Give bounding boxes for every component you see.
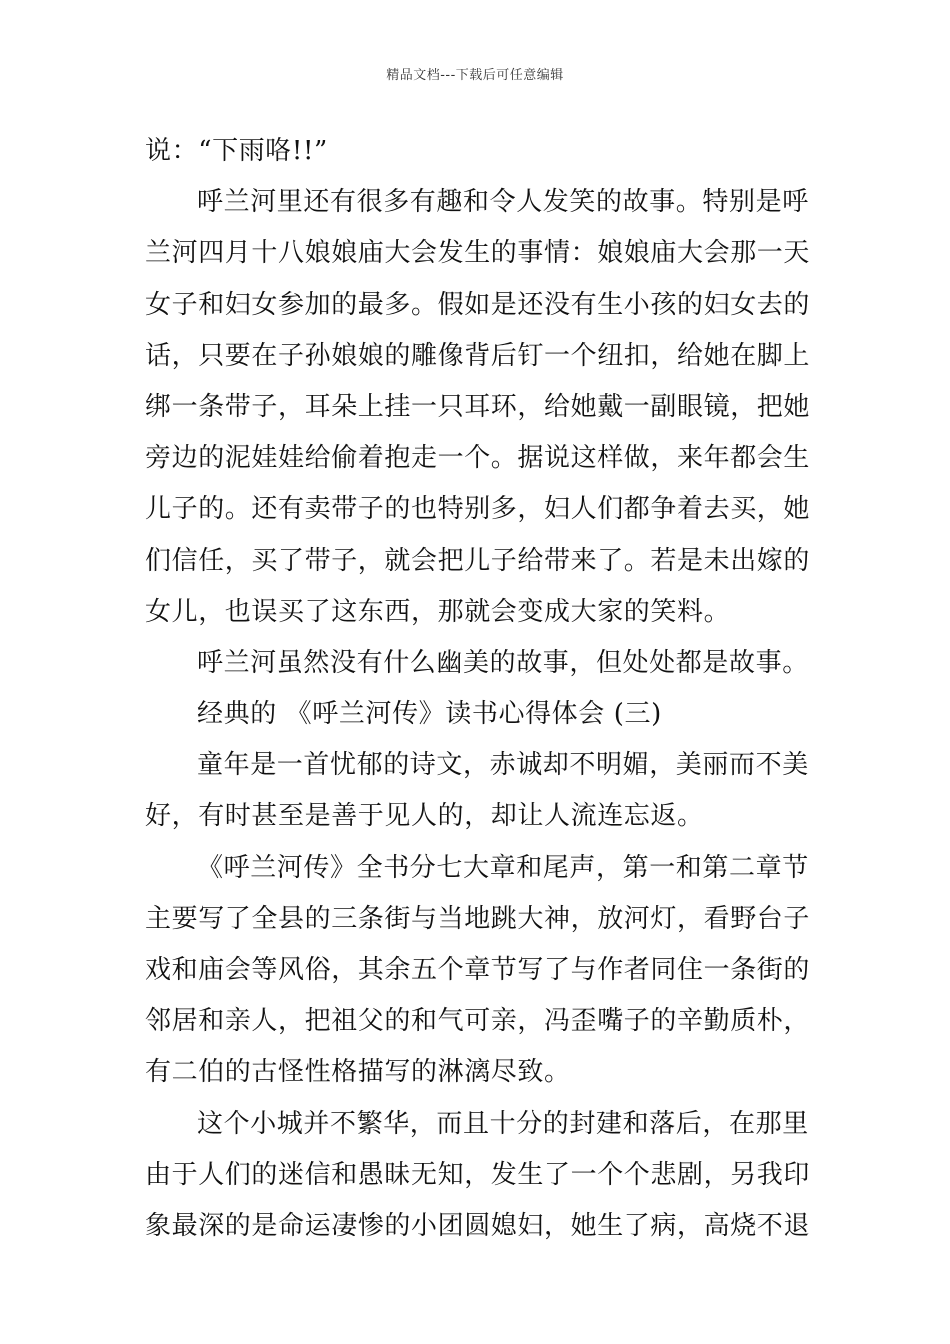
text-line: 好，有时甚至是善于见人的，却让人流连忘返。	[145, 801, 704, 832]
text-line: 戏和庙会等风俗，其余五个章节写了与作者同住一条街的	[145, 955, 811, 985]
text-line: 邻居和亲人，把祖父的和气可亲，冯歪嘴子的辛勤质朴，	[145, 1006, 811, 1037]
text-line: 童年是一首忧郁的诗文，赤诚却不明媚，美丽而不美	[197, 750, 809, 781]
text-line: 旁边的泥娃娃给偷着抱走一个。据说这样做，来年都会生	[145, 443, 811, 474]
text-line: 们信任，买了带子，就会把儿子给带来了。若是未出嫁的	[145, 545, 811, 576]
text-line: 兰河四月十八娘娘庙大会发生的事情：娘娘庙大会那一天	[145, 238, 811, 269]
page-header: 精品文档---下载后可任意编辑	[386, 68, 564, 83]
text-line: 女儿，也误买了这东西，那就会变成大家的笑料。	[145, 596, 731, 627]
text-line: 主要写了全县的三条街与当地跳大神，放河灯，看野台子	[145, 903, 811, 934]
text-line: 说：“下雨咯!!”	[145, 136, 328, 166]
document-body	[145, 126, 809, 1252]
text-line: 女子和妇女参加的最多。假如是还没有生小孩的妇女去的	[145, 289, 811, 320]
text-line: 话，只要在子孙娘娘的雕像背后钉一个纽扣，给她在脚上	[145, 340, 811, 371]
text-line: 呼兰河虽然没有什么幽美的故事，但处处都是故事。	[197, 647, 809, 678]
text-line: 绑一条带子，耳朵上挂一只耳环，给她戴一副眼镜，把她	[145, 391, 811, 422]
text-line: 儿子的。还有卖带子的也特别多，妇人们都争着去买，她	[145, 494, 811, 525]
text-line: 有二伯的古怪性格描写的淋漓尽致。	[145, 1057, 571, 1088]
text-line: 由于人们的迷信和愚昧无知，发生了一个个悲剧，另我印	[145, 1159, 811, 1190]
text-line: 这个小城并不繁华，而且十分的封建和落后，在那里	[197, 1108, 809, 1139]
text-line: 象最深的是命运凄惨的小团圆媳妇，她生了病，高烧不退	[145, 1210, 811, 1241]
section-heading: 经典的 《呼兰河传》读书心得体会 (三)	[197, 699, 662, 730]
text-line: 《呼兰河传》全书分七大章和尾声，第一和第二章节	[197, 852, 809, 883]
text-line: 呼兰河里还有很多有趣和令人发笑的故事。特别是呼	[197, 187, 809, 218]
